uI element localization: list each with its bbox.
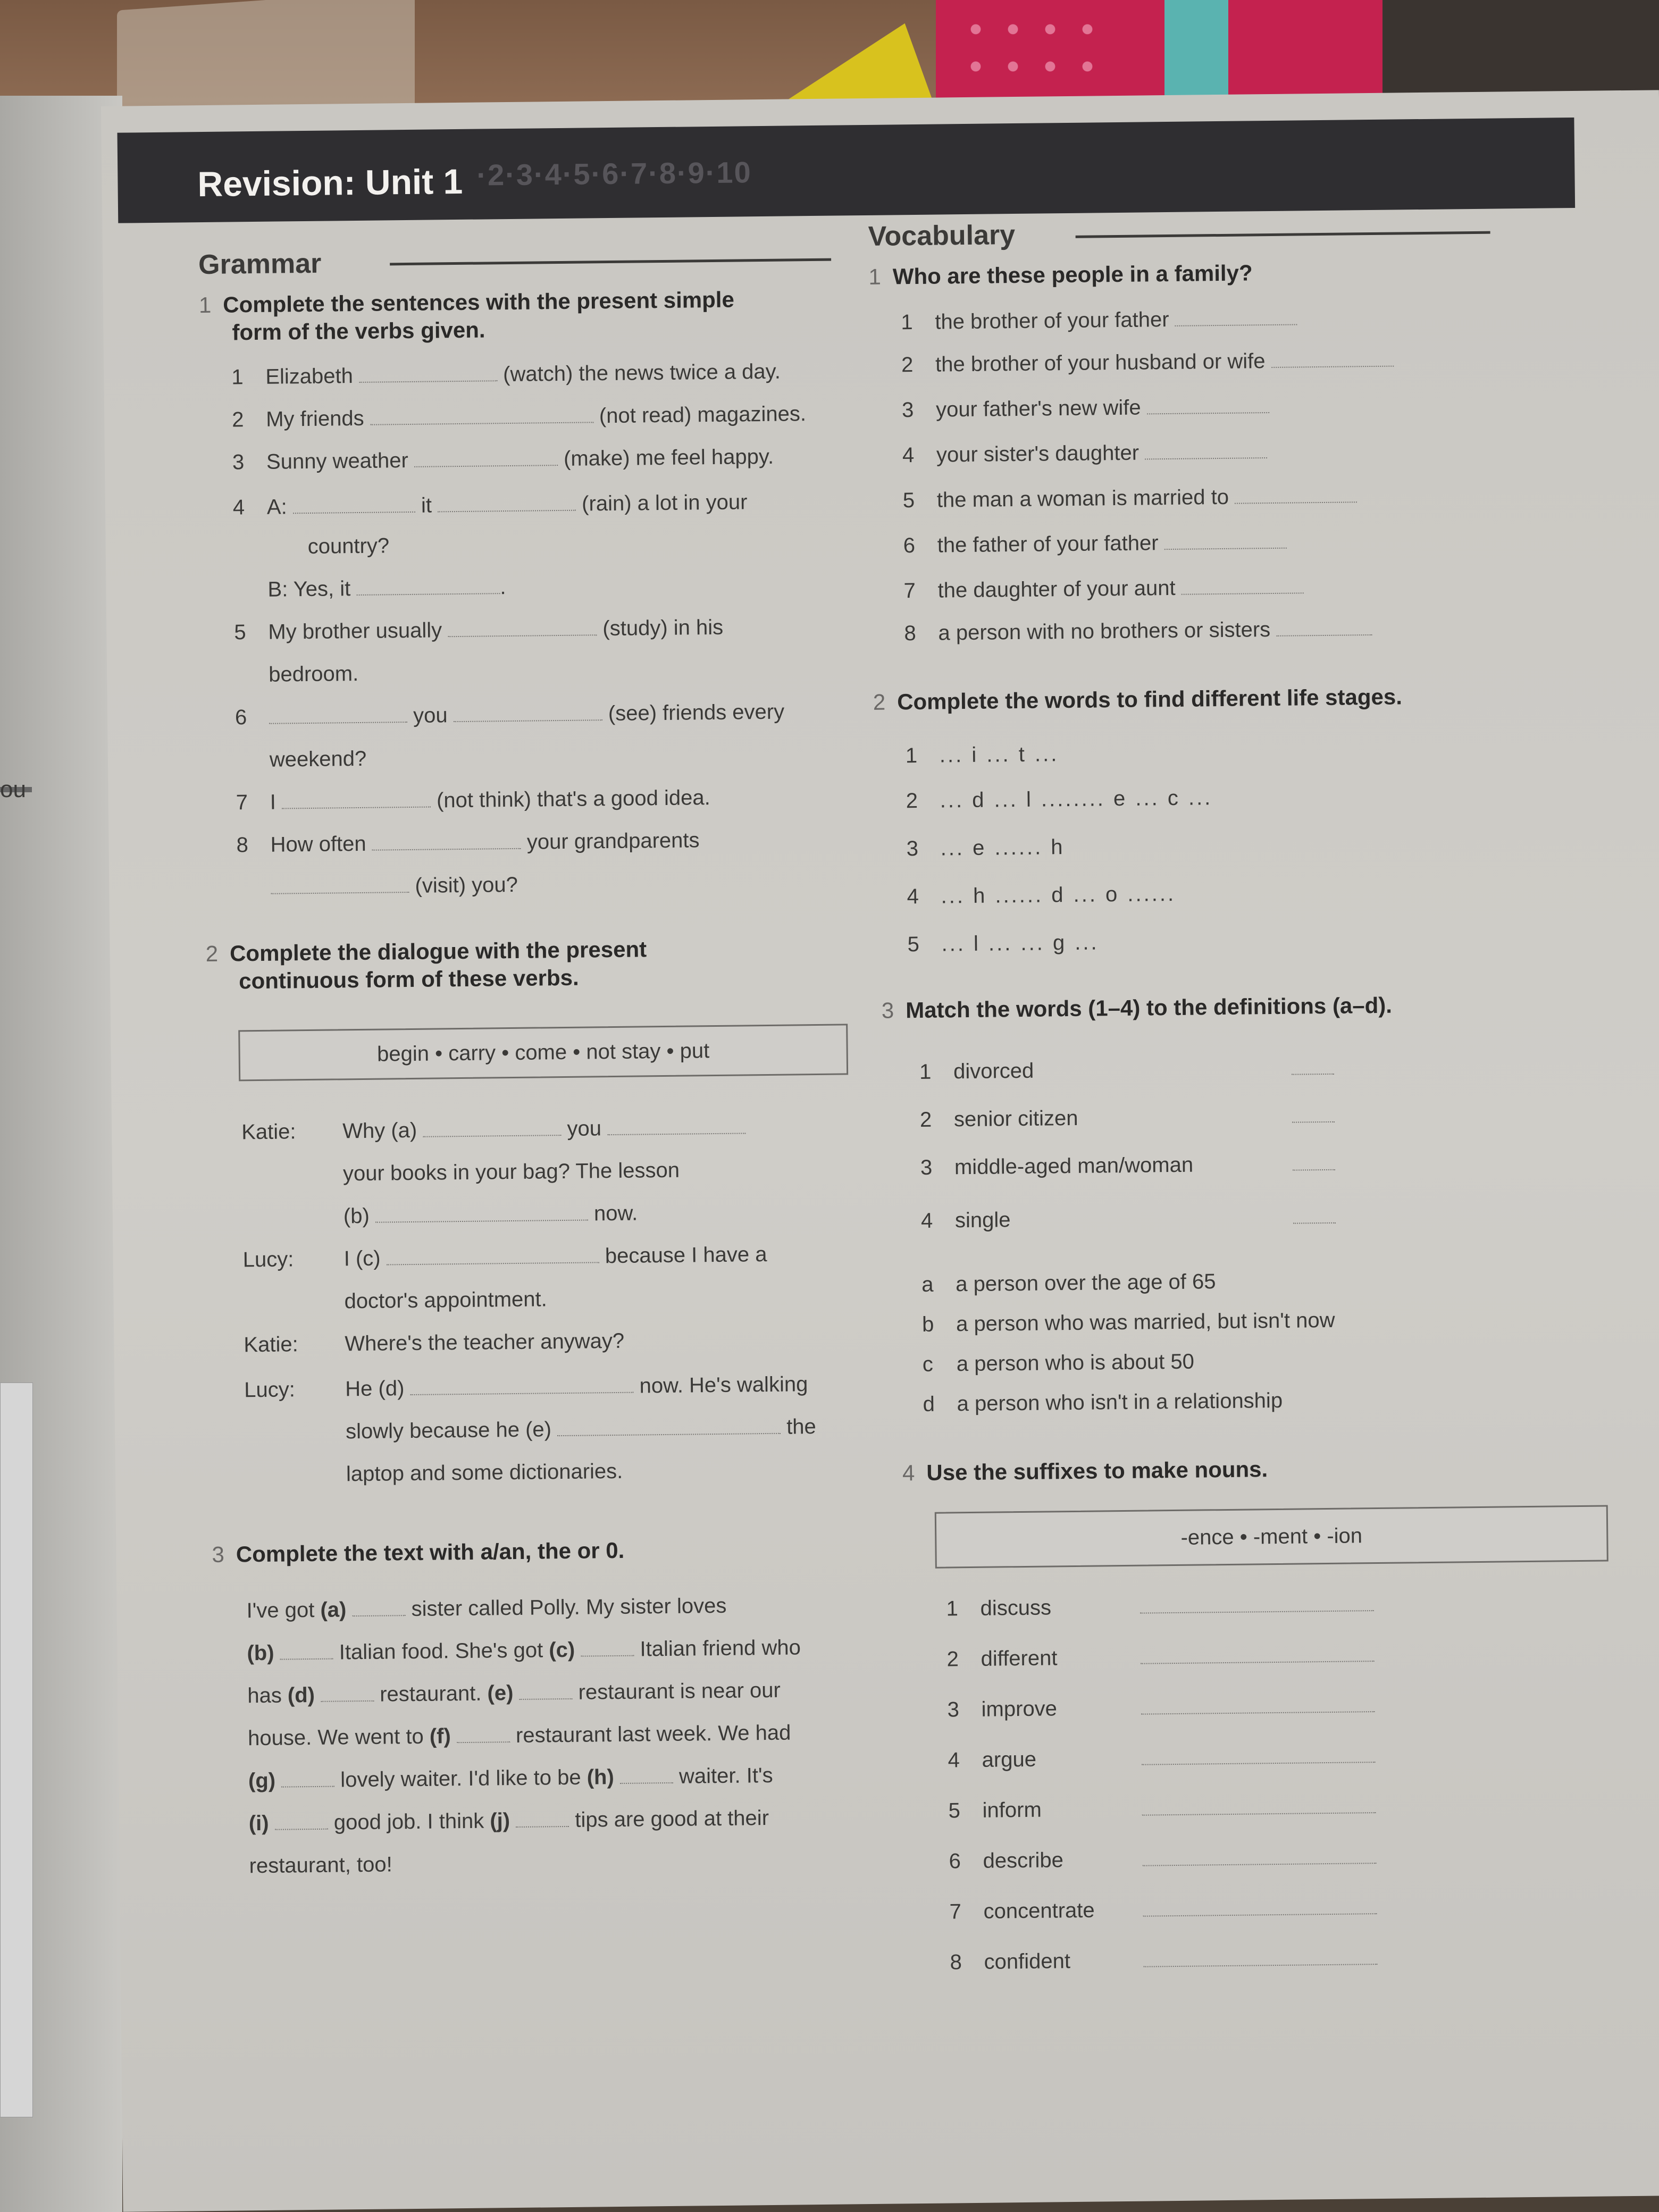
unit-list: ·2·3·4·5·6·7·8·9·10 <box>476 155 752 192</box>
v3-word-3: 3 middle-aged man/woman <box>920 1153 1194 1179</box>
vocabulary-heading: Vocabulary <box>868 220 1016 252</box>
dialogue-line-1c: (b) now. <box>343 1201 638 1228</box>
g1-item-6: 6 you (see) friends every <box>234 700 785 730</box>
g1-item-2: 2 My friends (not read) magazines. <box>231 402 807 432</box>
dialogue-line-1: Katie: Why (a) you <box>241 1115 745 1144</box>
verb-box: begin • carry • come • not stay • put <box>238 1024 848 1081</box>
v1-item-8: 8 a person with no brothers or sisters <box>904 617 1372 646</box>
g1-item-5: 5 My brother usually (study) in his <box>234 615 724 644</box>
v1-item-5: 5 the man a woman is married to <box>903 484 1358 513</box>
dialogue-line-1b: your books in your bag? The lesson <box>342 1158 680 1186</box>
v3-def-b: b a person who was married, but isn't now <box>921 1308 1335 1336</box>
grammar-ex2-instruction: 2 Complete the dialogue with the present continuous form of these verbs. <box>205 936 647 994</box>
worksheet-page <box>101 90 1659 2211</box>
left-edge-text: ou <box>0 776 26 802</box>
dialogue-line-2: Lucy: I (c) because I have a <box>242 1243 767 1272</box>
grammar-ex1-instr-line1: Complete the sentences with the present simple <box>223 287 735 317</box>
v1-item-7: 7 the daughter of your aunt <box>903 575 1304 603</box>
g1-item-5-cont: bedroom. <box>268 661 359 686</box>
v1-item-4: 4 your sister's daughter <box>902 440 1268 467</box>
g1-item-4-b: B: Yes, it . <box>267 575 506 601</box>
v4-item-2: 2 different <box>946 1643 1374 1671</box>
left-page-tab <box>0 1382 33 2117</box>
v3-word-1: 1 divorced <box>919 1059 1034 1084</box>
g3-line-6: (i) good job. I think (j) tips are good at their <box>248 1806 769 1836</box>
grammar-ex1-instr-line2: form of the verbs given. <box>232 317 485 345</box>
v3-blank-1 <box>1292 1056 1334 1080</box>
v3-def-d: d a person who isn't in a relationship <box>923 1388 1283 1416</box>
v3-blank-4 <box>1293 1205 1336 1229</box>
grammar-heading: Grammar <box>198 248 322 281</box>
v3-blank-2 <box>1292 1104 1335 1128</box>
v3-def-c: c a person who is about 50 <box>922 1350 1195 1376</box>
v3-def-a: a a person over the age of 65 <box>921 1270 1216 1296</box>
v4-item-3: 3 improve <box>947 1694 1375 1722</box>
vocabulary-rule <box>1076 231 1490 238</box>
dialogue-line-2b: doctor's appointment. <box>344 1287 547 1313</box>
v4-item-1: 1 discuss <box>946 1593 1373 1621</box>
v4-item-8: 8 confident <box>950 1946 1377 1974</box>
g1-item-6-cont: weekend? <box>269 747 367 772</box>
v1-item-6: 6 the father of your father <box>903 530 1287 558</box>
v4-item-7: 7 concentrate <box>949 1896 1377 1924</box>
v4-item-5: 5 inform <box>948 1795 1376 1823</box>
v2-item-1: 1 ... i ... t ... <box>905 742 1059 768</box>
v3-blank-3 <box>1293 1152 1335 1176</box>
g3-line-5: (g) lovely waiter. I'd like to be (h) waiter. It's <box>248 1763 773 1793</box>
dialogue-line-4: Lucy: He (d) now. He's walking <box>244 1372 808 1402</box>
v1-item-2: 2 the brother of your husband or wife <box>901 348 1394 378</box>
grammar-rule <box>390 258 831 266</box>
dialogue-line-3: Katie: Where's the teacher anyway? <box>244 1329 625 1357</box>
g3-line-2: (b) Italian food. She's got (c) Italian friend who <box>247 1636 801 1665</box>
vocab-ex2-instruction: 2 Complete the words to find different life stages. <box>873 684 1403 715</box>
g1-item-3: 3 Sunny weather (make) me feel happy. <box>232 445 774 474</box>
v2-item-5: 5 ... l ... ... g ... <box>907 931 1099 957</box>
g1-item-4: 4 A: it (rain) a lot in your <box>232 490 748 520</box>
v1-item-3: 3 your father's new wife <box>902 395 1269 422</box>
g1-item-8: 8 How often your grandparents <box>236 828 700 857</box>
v2-item-2: 2 ... d ... l ........ e ... c ... <box>906 786 1213 813</box>
v3-word-4: 4 single <box>920 1208 1011 1233</box>
dialogue-line-4c: laptop and some dictionaries. <box>346 1459 623 1486</box>
vocab-ex4-instruction: 4 Use the suffixes to make nouns. <box>902 1456 1268 1486</box>
vocab-ex1-instruction: 1 Who are these people in a family? <box>868 260 1253 289</box>
g3-line-4: house. We went to (f) restaurant last week. We had <box>247 1721 791 1750</box>
v2-item-3: 3 ... e ...... h <box>906 835 1065 861</box>
dialogue-line-4b: slowly because he (e) the <box>345 1415 817 1444</box>
g3-line-1: I've got (a) sister called Polly. My sister loves <box>246 1594 727 1623</box>
g3-line-7: restaurant, too! <box>249 1853 392 1878</box>
v3-word-2: 2 senior citizen <box>919 1106 1078 1132</box>
v2-item-4: 4 ... h ...... d ... o ...... <box>907 882 1176 909</box>
g1-item-8-cont: (visit) you? <box>271 873 518 900</box>
v4-item-6: 6 describe <box>949 1845 1376 1873</box>
g3-line-3: has (d) restaurant. (e) restaurant is near our <box>247 1678 781 1708</box>
grammar-ex1-instruction <box>199 286 735 347</box>
g1-item-7: 7 I (not think) that's a good idea. <box>236 786 710 815</box>
vocab-ex3-instruction: 3 Match the words (1–4) to the definitions (a–d). <box>881 992 1393 1023</box>
g1-item-1: 1 Elizabeth (watch) the news twice a day. <box>231 359 781 389</box>
v1-item-1: 1 the brother of your father <box>901 306 1297 334</box>
grammar-ex3-instruction: 3 Complete the text with a/an, the or 0. <box>212 1537 625 1567</box>
grammar-ex1-number: 1 <box>198 292 212 318</box>
suffix-box: -ence • -ment • -ion <box>935 1505 1608 1568</box>
page-title: Revision: Unit 1 <box>197 161 463 204</box>
v4-item-4: 4 argue <box>948 1744 1375 1772</box>
g1-item-4-cont: country? <box>307 534 390 558</box>
